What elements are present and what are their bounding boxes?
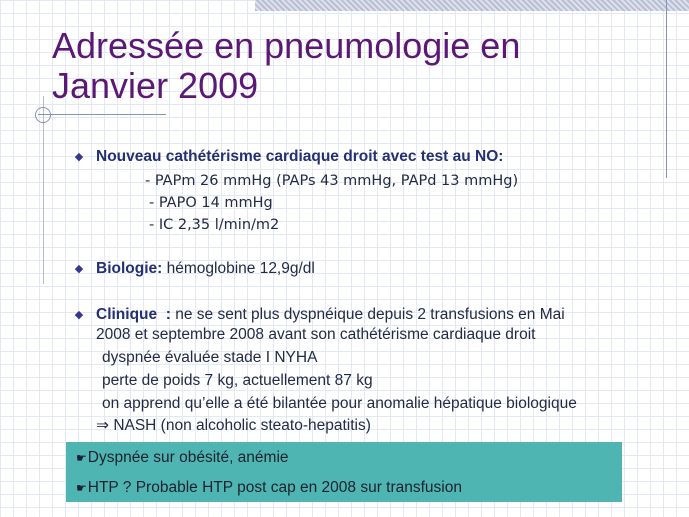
slide-title-line-2: Janvier 2009 xyxy=(52,65,259,106)
highlight-item-dyspnee xyxy=(76,448,289,468)
catheter-heading: Nouveau cathétérisme cardiaque droit avec test au NO: xyxy=(96,148,504,165)
clinique-line-2: 2008 et septembre 2008 avant son cathétérisme cardiaque droit xyxy=(96,326,536,343)
catheter-line-papo: - PAPO 14 mmHg xyxy=(149,195,273,211)
biologie-text: hémoglobine 12,9g/dl xyxy=(166,260,315,277)
right-vertical-rule xyxy=(666,0,667,178)
crosshair-circle-icon xyxy=(35,107,51,123)
slide-title xyxy=(52,26,520,106)
highlight-item-htp xyxy=(76,478,462,498)
left-vertical-rule xyxy=(43,96,44,284)
catheter-line-pap: - PAPm 26 mmHg (PAPs 43 mmHg, PAPd 13 mmHg) xyxy=(145,173,519,189)
clinique-detail-nyha: dyspnée évaluée stade I NYHA xyxy=(102,349,318,366)
clinique-detail-weight: perte de poids 7 kg, actuellement 87 kg xyxy=(102,372,373,389)
biologie-label: Biologie: xyxy=(96,260,163,277)
highlight-item-text: Dyspnée sur obésité, anémie xyxy=(87,449,289,466)
diamond-bullet-icon: ◆ xyxy=(74,150,84,163)
diamond-bullet-icon: ◆ xyxy=(74,262,84,275)
pointing-hand-icon: ☛ xyxy=(76,481,87,495)
highlight-item-text: HTP ? Probable HTP post cap en 2008 sur transfusion xyxy=(87,479,462,496)
title-underline-rule xyxy=(38,114,166,115)
clinique-detail-hepatic: on apprend qu’elle a été bilantée pour anomalie hépatique biologique xyxy=(102,395,577,412)
implies-arrow-icon: ⇒ xyxy=(96,417,109,434)
biologie-line xyxy=(96,259,315,279)
clinique-text-1: ne se sent plus dyspnéique depuis 2 transfusions en Mai xyxy=(175,306,565,323)
top-decorative-band xyxy=(255,0,689,11)
highlight-box xyxy=(66,442,622,502)
clinique-conclusion-text: NASH (non alcoholic steato-hepatitis) xyxy=(113,417,371,434)
slide-title-line-1: Adressée en pneumologie en xyxy=(52,25,521,66)
clinique-label: Clinique : xyxy=(96,306,171,323)
catheter-line-ic: - IC 2,35 l/min/m2 xyxy=(149,217,280,233)
diamond-bullet-icon: ◆ xyxy=(74,308,84,321)
pointing-hand-icon: ☛ xyxy=(76,451,87,465)
clinique-conclusion xyxy=(96,416,371,436)
clinique-line-1 xyxy=(96,305,565,325)
